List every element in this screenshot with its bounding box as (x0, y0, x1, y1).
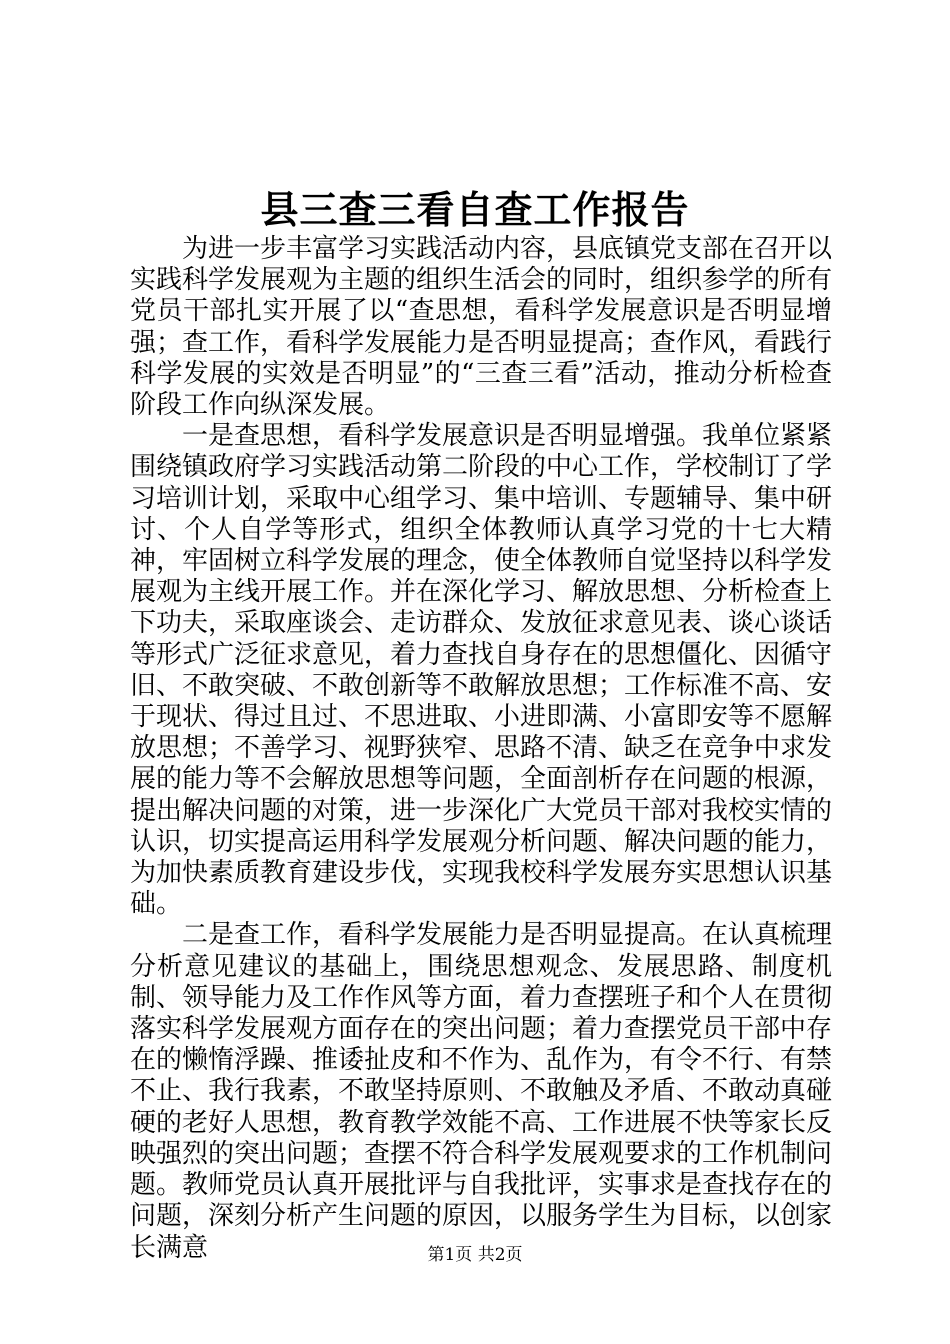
paragraph-check-work: 二是查工作，看科学发展能力是否明显提高。在认真梳理分析意见建议的基础上，围绕思想观念、发展思路、制度机制、领导能力及工作作风等方面，着力查摆班子和个人在贯彻落实科学发展观方面存在的突出问题；着力查摆党员干部中存在的懒惰浮躁、推诿扯皮和不作为、乱作为，有令不行、有禁不止、我行我素，不敢坚持原则、不敢触及矛盾、不敢动真碰硬的老好人思想，教育教学效能不高、工作进展不快等家长反映强烈的突出问题；查摆不符合科学发展观要求的工作机制问题。教师党员认真开展批评与自我批评，实事求是查找存在的问题，深刻分析产生问题的原因，以服务学生为目标，以创家长满意 (130, 920, 833, 1263)
paragraph-intro: 为进一步丰富学习实践活动内容，县底镇党支部在召开以实践科学发展观为主题的组织生活会的同时，组织参学的所有党员干部扎实开展了以“查思想，看科学发展意识是否明显增强；查工作，看科学发展能力是否明显提高；查作风，看践行科学发展的实效是否明显”的“三查三看”活动，推动分析检查阶段工作向纵深发展。 (130, 234, 833, 421)
paragraph-check-thinking: 一是查思想，看科学发展意识是否明显增强。我单位紧紧围绕镇政府学习实践活动第二阶段的中心工作，学校制订了学习培训计划，采取中心组学习、集中培训、专题辅导、集中研讨、个人自学等形式，组织全体教师认真学习党的十七大精神，牢固树立科学发展的理念，使全体教师自觉坚持以科学发展观为主线开展工作。并在深化学习、解放思想、分析检查上下功夫，采取座谈会、走访群众、发放征求意见表、谈心谈话等形式广泛征求意见，着力查找自身存在的思想僵化、因循守旧、不敢突破、不敢创新等不敢解放思想；工作标准不高、安于现状、得过且过、不思进取、小进即满、小富即安等不愿解放思想；不善学习、视野狭窄、思路不清、缺乏在竞争中求发展的能力等不会解放思想等问题，全面剖析存在问题的根源，提出解决问题的对策，进一步深化广大党员干部对我校实情的认识，切实提高运用科学发展观分析问题、解决问题的能力，为加快素质教育建设步伐，实现我校科学发展夯实思想认识基础。 (130, 421, 833, 920)
page-number-footer: 第1页 共2页 (427, 1245, 523, 1265)
document-title: 县三查三看自查工作报告 (260, 187, 690, 232)
document-body (130, 234, 832, 1264)
